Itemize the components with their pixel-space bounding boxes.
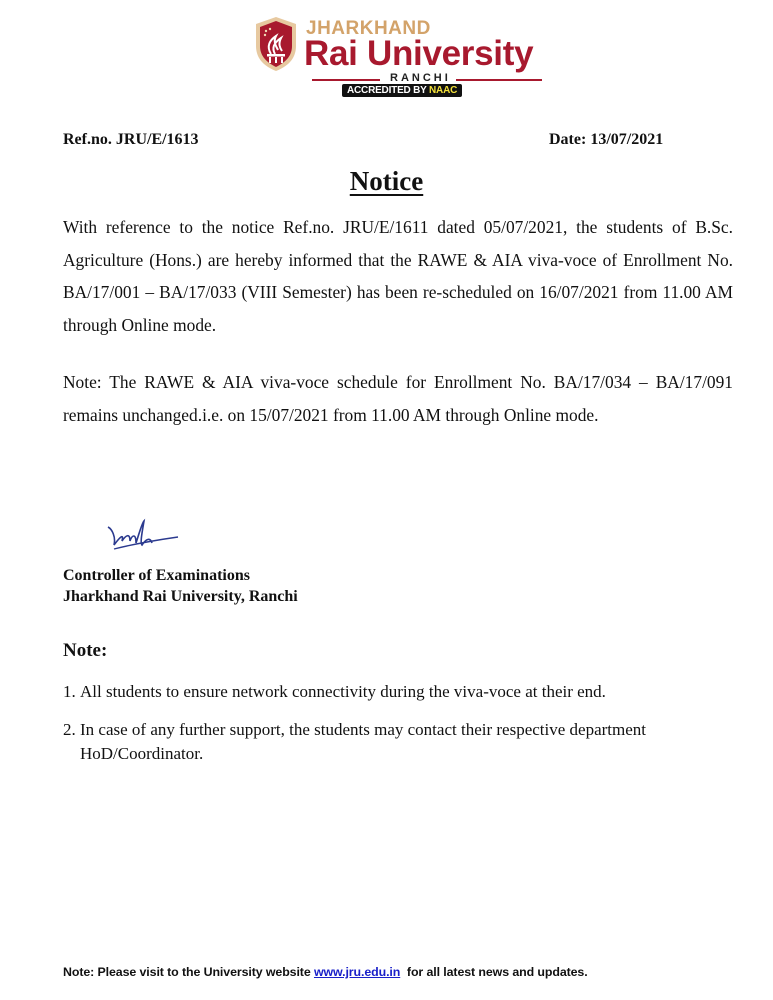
footer-prefix: Note: Please visit to the University website bbox=[63, 965, 314, 979]
shield-crest-icon bbox=[254, 16, 298, 72]
badge-prefix: ACCREDITED BY bbox=[347, 85, 430, 96]
body-paragraph-1: With reference to the notice Ref.no. JRU/E/1611 dated 05/07/2021, the students of B.Sc. Agriculture (Hons.) are hereby informed that the RAWE & AIA viva-voce of Enrollment No. BA/17/001 – BA/17/033 (VIII Semester) has been re-scheduled on 16/07/2021 from 11.00 AM through Online mode. bbox=[63, 217, 733, 335]
logo-divider-right bbox=[456, 79, 542, 81]
logo-divider-left bbox=[312, 79, 380, 81]
notice-date: Date: 13/07/2021 bbox=[549, 131, 664, 148]
badge-naac: NAAC bbox=[429, 85, 458, 96]
note-text: In case of any further support, the students may contact their respective department bbox=[80, 720, 646, 739]
logo-university-name: Rai University bbox=[304, 34, 534, 73]
university-logo bbox=[254, 14, 546, 98]
note-number: 2. bbox=[63, 720, 76, 739]
note-text-continuation: HoD/Coordinator. bbox=[80, 744, 204, 763]
footer-note bbox=[63, 965, 588, 979]
naac-accreditation-badge bbox=[342, 84, 462, 97]
signatory-organization: Jharkhand Rai University, Ranchi bbox=[63, 588, 298, 605]
footer-suffix: for all latest news and updates. bbox=[400, 965, 588, 979]
university-website-link[interactable]: www.jru.edu.in bbox=[313, 965, 401, 979]
notes-heading: Note: bbox=[63, 640, 108, 661]
note-item bbox=[63, 680, 753, 704]
body-paragraph-2: Note: The RAWE & AIA viva-voce schedule for Enrollment No. BA/17/034 – BA/17/091 remains unchanged.i.e. on 15/07/2021 from 11.00 AM through Online mode. bbox=[63, 372, 733, 425]
note-text: All students to ensure network connectivity during the viva-voce at their end. bbox=[80, 682, 606, 701]
title-text: Notice bbox=[349, 166, 424, 196]
reference-number: Ref.no. JRU/E/1613 bbox=[63, 131, 199, 148]
signatory-title: Controller of Examinations bbox=[63, 567, 250, 584]
note-number: 1. bbox=[63, 682, 76, 701]
logo-jharkhand-text: JHARKHAND bbox=[306, 18, 431, 39]
page-title bbox=[0, 166, 773, 197]
note-item bbox=[63, 718, 753, 766]
signature-icon bbox=[100, 515, 180, 565]
signatory-block bbox=[63, 565, 298, 607]
logo-ranchi-text: RANCHI bbox=[390, 72, 451, 84]
